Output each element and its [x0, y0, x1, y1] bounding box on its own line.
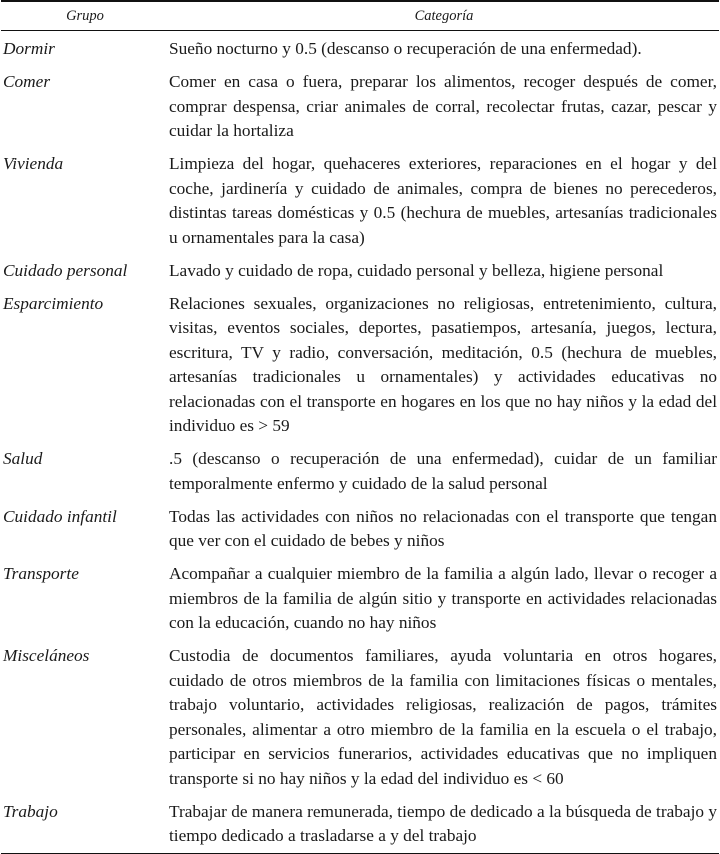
group-cell: Transporte — [3, 564, 79, 583]
table-row — [1, 501, 719, 559]
group-cell: Cuidado personal — [3, 260, 128, 280]
table-row — [1, 640, 719, 796]
table-row — [1, 796, 719, 854]
group-cell: Cuidado infantil — [3, 506, 117, 526]
group-cell: Trabajo — [3, 801, 58, 821]
group-cell: Salud — [3, 449, 43, 468]
group-cell: Esparcimiento — [3, 293, 104, 313]
table-row — [1, 31, 719, 67]
activity-category-table — [1, 0, 719, 854]
category-cell: Trabajar de manera remunerada, tiempo de dedicado a la búsqueda de trabajo y tiempo dedicado a trasladarse a y del trabajo — [169, 801, 717, 845]
table-row — [1, 558, 719, 640]
category-cell: Comer en casa o fuera, preparar los alimentos, recoger después de comer, comprar despensa, criar animales de corral, recolectar frutas, cazar, pescar y cuidar la hortaliza — [169, 72, 717, 140]
header-group: Grupo — [1, 1, 169, 31]
header-category: Categoría — [169, 1, 719, 31]
category-cell: Relaciones sexuales, organizaciones no religiosas, entretenimiento, cultura, visitas, eventos sociales, deportes, pasatiempos, artesanía, juegos, lectura, escritura, TV y radio, conversación, meditación, 0.5 (hechura de muebles, artesanías tradicionales u ornamentales) y actividades educativas no relacionadas con el transporte en hogares en los que no hay niños y la edad del individuo es > 59 — [169, 293, 717, 435]
category-cell: Acompañar a cualquier miembro de la familia a algún lado, llevar o recoger a miembros de la familia de algún sitio y transporte en actividades relacionadas con la educación, cuando no hay niños — [169, 564, 717, 632]
table-row — [1, 148, 719, 255]
table-row — [1, 443, 719, 501]
category-cell: Todas las actividades con niños no relacionadas con el transporte que tengan que ver con el cuidado de bebes y niños — [169, 506, 717, 550]
group-cell: Dormir — [3, 39, 55, 58]
category-cell: Sueño nocturno y 0.5 (descanso o recuperación de una enfermedad). — [169, 39, 642, 58]
table-row — [1, 288, 719, 444]
category-cell: Lavado y cuidado de ropa, cuidado personal y belleza, higiene personal — [169, 260, 664, 280]
header-row — [1, 1, 719, 31]
category-cell: Limpieza del hogar, quehaceres exteriores, reparaciones en el hogar y del coche, jardinería y cuidado de animales, compra de bienes no perecederos, distintas tareas domésticas y 0.5 (hechura de muebles, artesanías tradicionales u ornamentales para la casa) — [169, 154, 717, 247]
table-row — [1, 66, 719, 148]
group-cell: Vivienda — [3, 154, 64, 173]
group-cell: Misceláneos — [3, 646, 90, 665]
category-cell: .5 (descanso o recuperación de una enfermedad), cuidar de un familiar temporalmente enfermo y cuidado de la salud personal — [169, 449, 717, 493]
group-cell: Comer — [3, 72, 51, 91]
category-cell: Custodia de documentos familiares, ayuda voluntaria en otros hogares, cuidado de otros miembros de la familia con limitaciones físicas o mentales, trabajo voluntario, actividades religiosas, realización de pagos, trámites personales, alimentar a otro miembro de la familia en la escuela o el trabajo, participar en servicios funerarios, actividades educativas que no impliquen transporte si no hay niños y la edad del individuo es < 60 — [169, 646, 717, 788]
table-row — [1, 255, 719, 288]
